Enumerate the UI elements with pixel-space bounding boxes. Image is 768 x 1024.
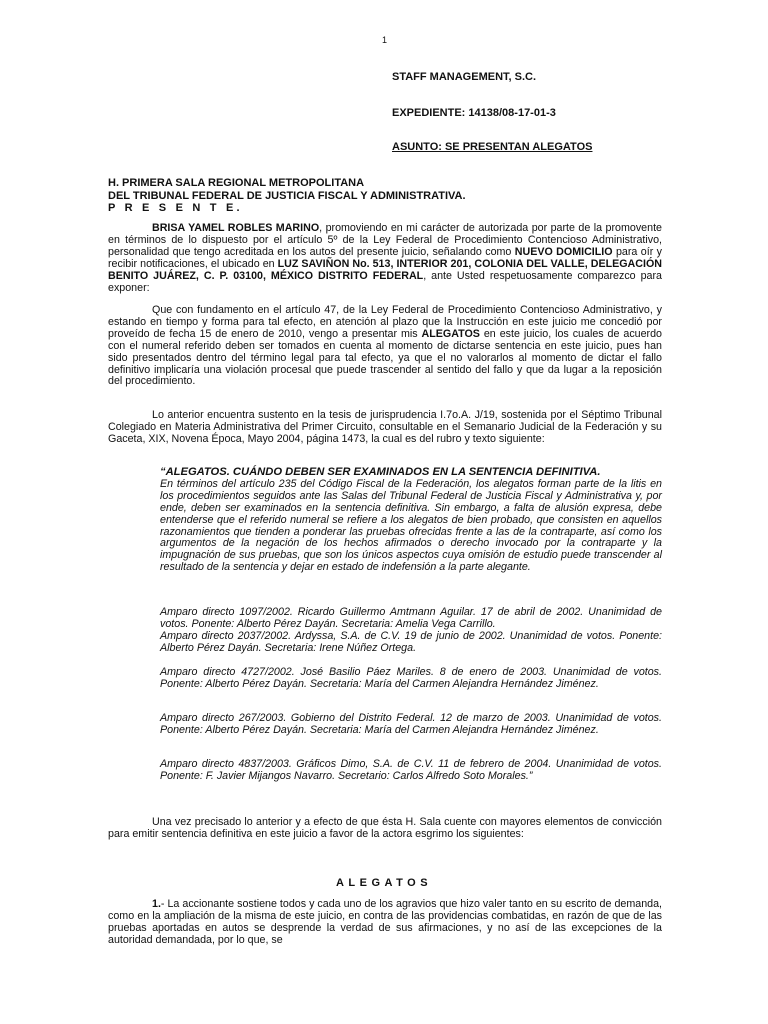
amparo-1-2	[160, 607, 662, 655]
alegato-1-text: - La accionante sostiene todos y cada uno de los agravios que hizo valer tanto en su escrito de demanda, como en la ampliación de la misma de este juicio, en contra de las providencias combatidas, en razón de que de las pruebas aportadas en autos se desprende la verdad de sus afirmaciones, y no así de las excepciones de la autoridad demandada, por lo que, se	[108, 898, 662, 946]
amparo-4-block	[160, 713, 662, 737]
intro-paragraph	[108, 223, 662, 294]
alegatos-keyword: ALEGATOS	[421, 327, 480, 340]
subject-line: ASUNTO: SE PRESENTAN ALEGATOS	[392, 141, 593, 153]
addressee-line-2: DEL TRIBUNAL FEDERAL DE JUSTICIA FISCAL Y ADMINISTRATIVA.	[108, 189, 466, 202]
section-title: ALEGATOS	[335, 877, 433, 889]
jurisprudence-paragraph	[108, 410, 662, 446]
conviction-paragraph	[108, 817, 662, 841]
addressee-line-3: P R E S E N T E.	[108, 202, 243, 214]
jurisprudence-text: Lo anterior encuentra sustento en la tesis de jurisprudencia I.7o.A. J/19, sostenida por el Séptimo Tribunal Colegiado en Materia Administrativa del Primer Circuito, consultable en el Semanario Judicial de la Federación y su Gaceta, XIX, Novena Época, Mayo 2004, página 1473, la cual es del rubro y texto siguiente:	[108, 409, 662, 445]
quote-title: “ALEGATOS. CUÁNDO DEBEN SER EXAMINADOS EN LA SENTENCIA DEFINITIVA.	[160, 466, 601, 478]
case-number: EXPEDIENTE: 14138/08-17-01-3	[392, 107, 556, 119]
foundation-text-1: Que con fundamento en el artículo 47, de la Ley Federal de Procedimiento Contencioso Administrativo, y estando en tiempo y forma para tal efecto, en atención al plazo que la Instrucción en este juicio me concedió por proveído de fecha 15 de enero de 2010, vengo a presentar mis	[108, 304, 662, 340]
foundation-paragraph	[108, 305, 662, 388]
amparo-5: Amparo directo 4837/2003. Gráficos Dimo, S.A. de C.V. 11 de febrero de 2004. Unanimidad de votos. Ponente: F. Javier Mijangos Navarro. Secretario: Carlos Alfredo Soto Morales.”	[160, 758, 662, 782]
alegato-1-paragraph	[108, 899, 662, 947]
page-number: 1	[382, 35, 388, 45]
conviction-text: Una vez precisado lo anterior y a efecto de que ésta H. Sala cuente con mayores elementos de convicción para emitir sentencia definitiva en este juicio a favor de la actora esgrimo los siguientes:	[108, 816, 662, 840]
new-domicile-label: NUEVO DOMICILIO	[514, 245, 613, 258]
promovente-name: BRISA YAMEL ROBLES MARINO	[152, 222, 320, 234]
intro-text-2: para oír y recibir notificaciones, el ubicado en	[108, 245, 662, 270]
foundation-text-2: en este juicio, los cuales de acuerdo con el numeral referido deben ser tomados en cuenta al momento de dictarse sentencia en este juicio, pues han sido presentados dentro del término legal para tal efecto, ya que el no valorarlos al momento de dictar el fallo definitivo implicaría una violación procesal que puede trascender al sentido del fallo y que da lugar a la reposición del procedimiento.	[108, 327, 663, 388]
amparo-4: Amparo directo 267/2003. Gobierno del Distrito Federal. 12 de marzo de 2003. Unanimidad de votos. Ponente: Alberto Pérez Dayán. Secretaria: María del Carmen Alejandra Hernández Jiménez.	[160, 712, 662, 736]
intro-text-3: , ante Usted respetuosamente comparezco para exponer:	[108, 269, 662, 294]
addressee-line-1: H. PRIMERA SALA REGIONAL METROPOLITANA	[108, 177, 365, 189]
addressee-block	[108, 177, 466, 215]
amparo-2: Amparo directo 2037/2002. Ardyssa, S.A. de C.V. 19 de junio de 2002. Unanimidad de votos. Ponente: Alberto Pérez Dayán. Secretaria: Irene Núñez Ortega.	[160, 629, 662, 654]
quote-body: En términos del artículo 235 del Código Fiscal de la Federación, los alegatos forman parte de la litis en los procedimientos seguidos ante las Salas del Tribunal Federal de Justicia Fiscal y Administrativa y, por ende, deben ser examinados en la sentencia definitiva. Sin embargo, a falta de alusión expresa, debe entenderse que el referido numeral se refiere a los alegatos de bien probado, que consisten en aquellos razonamientos que tienden a ponderar las pruebas ofrecidas frente a las de la contraparte, así como los argumentos de la negación de los hechos afirmados o derecho invocado por la contraparte y la impugnación de sus pruebas, que son los únicos aspectos cuya omisión de estudio puede transcender al resultado de la sentencia y dejar en estado de indefensión a la parte alegante.	[160, 477, 662, 574]
amparo-5-block	[160, 759, 662, 783]
amparo-3: Amparo directo 4727/2002. José Basilio Páez Mariles. 8 de enero de 2003. Unanimidad de votos. Ponente: Alberto Pérez Dayán. Secretaria: María del Carmen Alejandra Hernández Jiménez.	[160, 666, 662, 690]
amparo-1: Amparo directo 1097/2002. Ricardo Guillermo Amtmann Aguilar. 17 de abril de 2002. Unanimidad de votos. Ponente: Alberto Pérez Dayán. Secretaria: Amelia Vega Carrillo.	[160, 606, 662, 630]
alegato-number: 1.	[152, 898, 161, 910]
jurisprudence-quote	[160, 467, 662, 574]
amparo-3-block	[160, 667, 662, 691]
domicile-address: LUZ SAVIÑON No. 513, INTERIOR 201, COLONIA DEL VALLE, DELEGACIÓN BENITO JUÁREZ, C. P. 03100, MÉXICO DISTRITO FEDERAL	[108, 257, 662, 282]
intro-text-1: , promoviendo en mi carácter de autorizada por parte de la promovente en términos de lo dispuesto por el artículo 5º de la Ley Federal de Procedimiento Contencioso Administrativo, personalidad que tengo acreditada en los autos del presente juicio, señalando como	[108, 222, 662, 258]
company-name: STAFF MANAGEMENT, S.C.	[392, 71, 537, 83]
